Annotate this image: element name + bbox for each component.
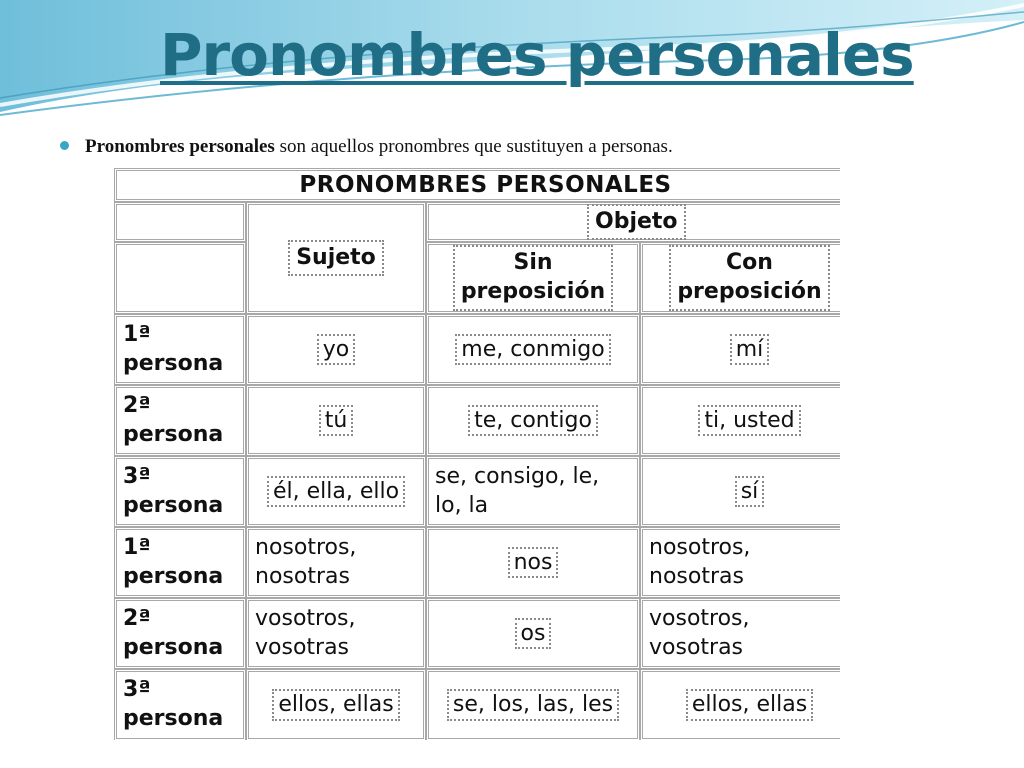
con-prep-header: Con preposición — [669, 245, 829, 310]
sujeto-value: nosotros, nosotras — [255, 534, 357, 589]
con-prep-value: sí — [735, 476, 765, 508]
sujeto-value: yo — [317, 334, 355, 366]
sin-prep-cell — [426, 456, 640, 527]
sin-prep-cell — [426, 527, 640, 598]
sin-prep-cell — [426, 598, 640, 669]
con-prep-value: mí — [730, 334, 770, 366]
persona-cell — [114, 527, 246, 598]
sin-prep-cell — [426, 669, 640, 740]
persona-label: 1ª persona — [123, 321, 224, 376]
persona-label: 2ª persona — [123, 605, 224, 660]
sin-prep-value: nos — [508, 547, 559, 579]
con-prep-header-cell — [640, 242, 840, 314]
slide-title: Pronombres personales — [160, 21, 914, 89]
bullet-item — [60, 136, 673, 158]
sujeto-value: él, ella, ello — [267, 476, 405, 508]
sin-prep-header-cell — [426, 242, 640, 314]
sin-prep-cell — [426, 385, 640, 456]
persona-cell — [114, 456, 246, 527]
sin-prep-value: os — [515, 618, 552, 650]
sujeto-cell — [246, 669, 426, 740]
sujeto-value: ellos, ellas — [272, 689, 399, 721]
sin-prep-cell — [426, 314, 640, 385]
persona-cell — [114, 598, 246, 669]
table-title: PRONOMBRES PERSONALES — [299, 172, 672, 198]
objeto-header: Objeto — [587, 204, 686, 241]
con-prep-cell — [640, 314, 840, 385]
sujeto-value: vosotros, vosotras — [255, 605, 356, 660]
persona-label: 3ª persona — [123, 463, 224, 518]
con-prep-cell — [640, 669, 840, 740]
persona-cell — [114, 669, 246, 740]
sujeto-cell — [246, 456, 426, 527]
sujeto-header: Sujeto — [288, 240, 384, 277]
sin-prep-value: se, consigo, le, lo, la — [435, 463, 600, 518]
con-prep-value: ellos, ellas — [686, 689, 813, 721]
con-prep-cell — [640, 598, 840, 669]
con-prep-cell — [640, 456, 840, 527]
persona-cell — [114, 314, 246, 385]
sujeto-cell — [246, 385, 426, 456]
sujeto-cell — [246, 527, 426, 598]
sin-prep-value: me, conmigo — [455, 334, 610, 366]
blank-cell-bottom — [114, 242, 246, 314]
persona-label: 3ª persona — [123, 677, 224, 731]
pronoun-table — [114, 168, 840, 740]
sujeto-cell — [246, 598, 426, 669]
con-prep-value: ti, usted — [698, 405, 800, 437]
con-prep-cell — [640, 385, 840, 456]
sin-prep-value: se, los, las, les — [447, 689, 619, 721]
objeto-header-cell — [426, 202, 840, 242]
sujeto-value: tú — [319, 405, 354, 437]
persona-cell — [114, 385, 246, 456]
bullet-dot-icon — [60, 141, 69, 150]
con-prep-cell — [640, 527, 840, 598]
persona-label: 2ª persona — [123, 392, 224, 447]
con-prep-value: vosotros, vosotras — [649, 605, 750, 660]
blank-cell-top — [114, 202, 246, 242]
bullet-text: son aquellos pronombres que sustituyen a personas. — [274, 136, 673, 157]
sin-prep-header: Sin preposición — [453, 245, 613, 310]
con-prep-value: nosotros, nosotras — [649, 534, 751, 589]
table-title-cell — [114, 168, 840, 202]
persona-label: 1ª persona — [123, 534, 224, 589]
sujeto-cell — [246, 314, 426, 385]
bullet-term: Pronombres personales — [85, 136, 275, 157]
sujeto-header-cell — [246, 202, 426, 314]
sin-prep-value: te, contigo — [468, 405, 598, 437]
